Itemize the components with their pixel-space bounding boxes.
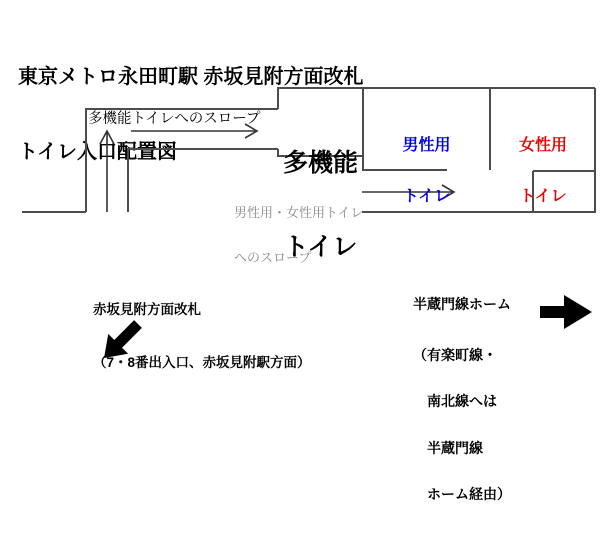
- platform-destination-line1: 半蔵門線ホーム: [413, 296, 511, 312]
- platform-destination-line5: ホーム経由）: [413, 486, 511, 502]
- platform-destination-line3: 南北線へは: [413, 393, 497, 409]
- room-label-mens: [363, 103, 490, 239]
- room-label-womens: [490, 103, 596, 239]
- gate-destination-label: [93, 266, 311, 406]
- platform-destination-line2: （有楽町線・: [413, 346, 497, 363]
- room-label-womens-line1: 女性用: [518, 137, 567, 154]
- mens-womens-slope-label-line2: へのスロープ: [234, 250, 312, 265]
- up-arrow-icon: [100, 131, 114, 212]
- gate-destination-line2: （7・8番出入口、赤坂見附駅方面）: [93, 354, 311, 370]
- room-label-womens-line2: トイレ: [519, 188, 567, 205]
- page-title-line2: トイレ入口配置図: [18, 141, 177, 163]
- room-label-multifunction-line1: 多機能: [282, 149, 358, 177]
- multifunction-slope-label: 多機能トイレへのスロープ: [88, 111, 261, 127]
- platform-destination-label: [413, 266, 511, 534]
- platform-destination-line4: 半蔵門線: [413, 439, 483, 456]
- page-title-line1: 東京メトロ永田町駅 赤坂見附方面改札: [18, 66, 364, 88]
- room-label-mens-line1: 男性用: [402, 137, 451, 154]
- room-label-multifunction-line2: トイレ: [283, 233, 358, 261]
- gate-destination-line1: 赤坂見附方面改札: [93, 302, 201, 317]
- room-label-mens-line2: トイレ: [402, 188, 451, 205]
- mens-womens-slope-label-line1: 男性用・女性用トイレ: [234, 205, 364, 220]
- platform-right-arrow-icon: [540, 295, 592, 329]
